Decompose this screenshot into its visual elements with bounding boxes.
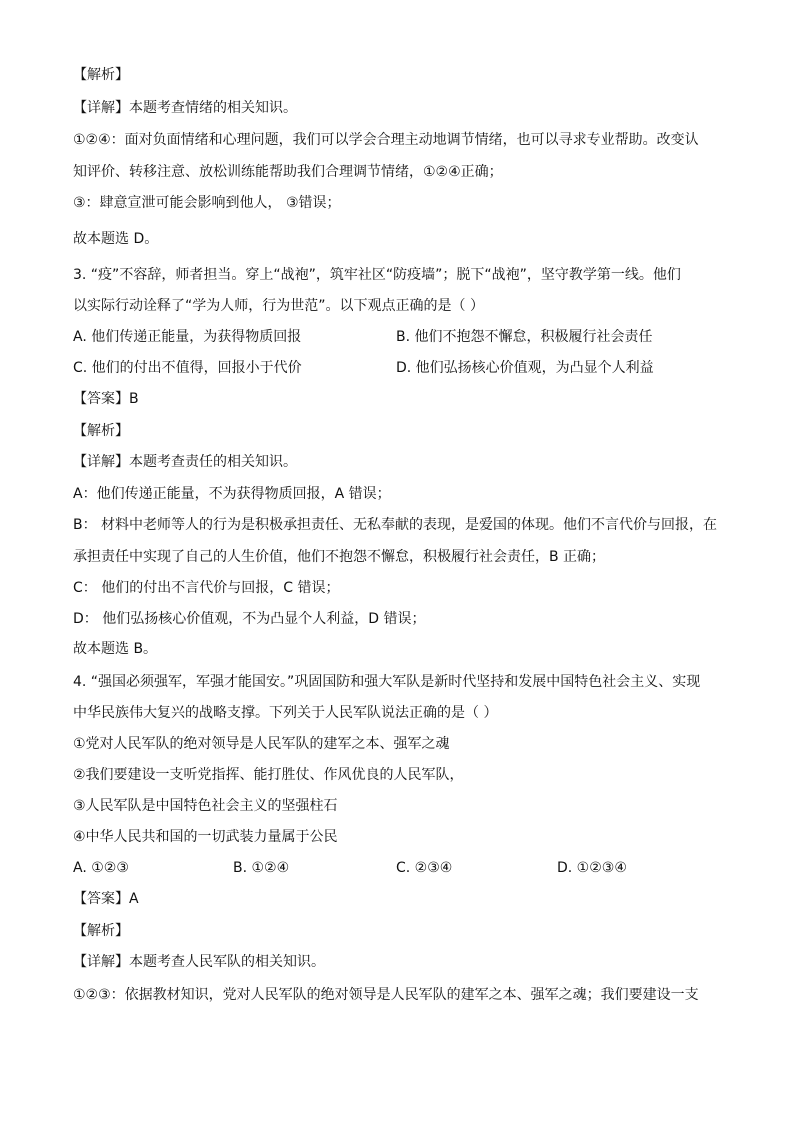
q3-explanation-d: D： 他们弘扬核心价值观，不为凸显个人利益，D 错误； [73,611,426,627]
q4-option-a: A. ①②③ [73,860,129,876]
q2-explanation-line3: ③：肆意宣泄可能会影响到他人， ③错误； [73,195,341,211]
q4-stem-line2: 中华民族伟大复兴的战略支撑。下列关于人民军队说法正确的是（ ） [73,705,498,721]
q4-explanation-line1: ①②③：依据教材知识，党对人民军队的绝对领导是人民军队的建军之本、强军之魂；我们要建设一支 [73,987,699,1003]
q4-option-d: D. ①②③④ [557,860,627,876]
q3-explanation-b-line1: B： 材料中老师等人的行为是积极承担责任、无私奉献的表现，是爱国的体现。他们不言代价与回报，在 [73,517,718,533]
q3-option-b: B. 他们不抱怨不懈怠，积极履行社会责任 [396,329,653,345]
q4-option-c: C. ②③④ [396,860,453,876]
q3-answer: 【答案】B [73,391,139,407]
q4-detail: 【详解】本题考查人民军队的相关知识。 [73,954,325,970]
q4-statement-1: ①党对人民军队的绝对领导是人民军队的建军之本、强军之魂 [73,736,450,752]
q4-answer: 【答案】A [73,891,139,907]
q4-statement-3: ③人民军队是中国特色社会主义的坚强柱石 [73,798,338,814]
q3-explanation-c: C： 他们的付出不言代价与回报，C 错误； [73,580,340,596]
q4-stem-line1: 4. “强国必须强军，军强才能国安。”巩固国防和强大军队是新时代坚持和发展中国特色社会主义、实现 [73,674,701,690]
q3-conclusion: 故本题选 B。 [73,641,158,657]
q3-detail: 【详解】本题考查责任的相关知识。 [73,454,297,470]
q3-analysis-tag: 【解析】 [73,423,129,439]
q3-explanation-a: A：他们传递正能量，不为获得物质回报，A 错误； [73,486,391,502]
q4-statement-2: ②我们要建设一支听党指挥、能打胜仗、作风优良的人民军队， [73,767,464,783]
q4-option-b: B. ①②④ [233,860,290,876]
q3-option-d: D. 他们弘扬核心价值观，为凸显个人利益 [396,360,654,376]
q2-explanation-line1: ①②④：面对负面情绪和心理问题，我们可以学会合理主动地调节情绪，也可以寻求专业帮助。改变认 [73,132,699,148]
q2-detail: 【详解】本题考查情绪的相关知识。 [73,100,297,116]
q3-explanation-b-line2: 承担责任中实现了自己的人生价值，他们不抱怨不懈怠，积极履行社会责任，B 正确； [73,549,606,565]
q2-explanation-line2: 知评价、转移注意、放松训练能帮助我们合理调节情绪，①②④正确； [73,164,503,180]
q2-conclusion: 故本题选 D。 [73,231,159,247]
q3-stem-line1: 3. “疫”不容辞，师者担当。穿上“战袍”，筑牢社区“防疫墙”；脱下“战袍”，坚守教学第一线。他们 [73,267,681,283]
q3-stem-line2: 以实际行动诠释了“学为人师，行为世范”。以下观点正确的是（ ） [73,298,484,314]
q4-statement-4: ④中华人民共和国的一切武装力量属于公民 [73,829,338,845]
q4-analysis-tag: 【解析】 [73,923,129,939]
q3-option-a: A. 他们传递正能量，为获得物质回报 [73,329,302,345]
q3-option-c: C. 他们的付出不值得，回报小于代价 [73,360,302,376]
q2-analysis-tag: 【解析】 [73,67,129,83]
